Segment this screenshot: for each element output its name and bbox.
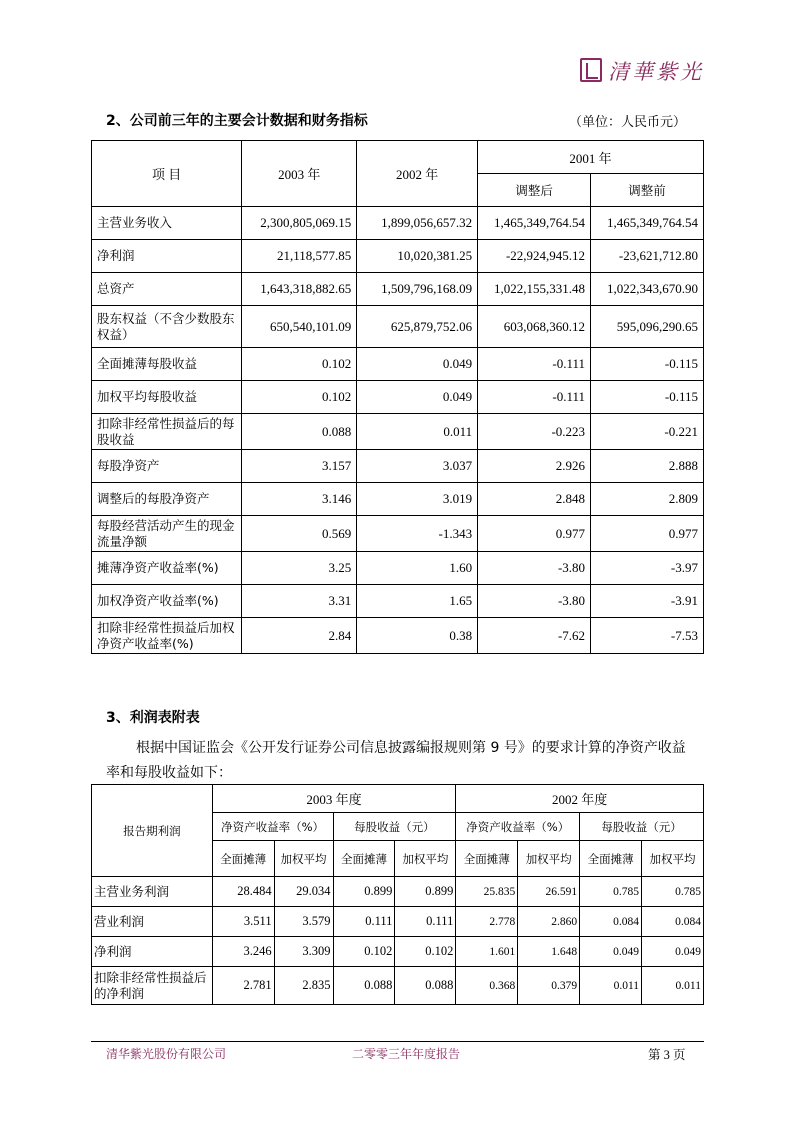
value-2003: 21,118,577.85 — [242, 240, 357, 273]
value-cell: 3.246 — [212, 937, 274, 967]
table-row — [92, 207, 704, 240]
logo-mark-icon — [580, 58, 602, 82]
row-label: 加权净资产收益率(%) — [92, 585, 242, 618]
value-2001-adjusted: 0.977 — [478, 516, 591, 552]
value-2002: 1.60 — [357, 552, 478, 585]
row-label: 净利润 — [92, 240, 242, 273]
logo-text: 清華紫光 — [608, 60, 704, 84]
row-label: 营业利润 — [92, 907, 213, 937]
header-2002-year: 2002 年度 — [456, 785, 704, 813]
header-2002: 2002 年 — [357, 141, 478, 207]
value-2003: 3.146 — [242, 483, 357, 516]
footer-page-number: 第 3 页 — [648, 1048, 686, 1062]
value-cell: 0.899 — [395, 877, 456, 907]
value-2001-original: 595,096,290.65 — [591, 306, 704, 348]
table-row — [92, 618, 704, 654]
value-cell: 0.102 — [333, 937, 395, 967]
value-cell: 0.011 — [580, 967, 642, 1005]
table-row — [92, 483, 704, 516]
value-2001-adjusted: -0.223 — [478, 414, 591, 450]
value-2001-adjusted: -0.111 — [478, 381, 591, 414]
value-cell: 0.368 — [456, 967, 518, 1005]
row-label: 每股净资产 — [92, 450, 242, 483]
value-cell: 0.785 — [580, 877, 642, 907]
value-2003: 0.569 — [242, 516, 357, 552]
table-row — [92, 450, 704, 483]
value-2001-original: -0.221 — [591, 414, 704, 450]
value-2001-original: 2.809 — [591, 483, 704, 516]
value-2003: 3.157 — [242, 450, 357, 483]
table-row — [92, 240, 704, 273]
value-cell: 0.102 — [395, 937, 456, 967]
row-label: 调整后的每股净资产 — [92, 483, 242, 516]
footer-divider — [91, 1041, 704, 1042]
value-cell: 3.511 — [212, 907, 274, 937]
value-cell: 0.084 — [580, 907, 642, 937]
value-2002: 0.049 — [357, 348, 478, 381]
value-2001-adjusted: -3.80 — [478, 585, 591, 618]
value-2002: 10,020,381.25 — [357, 240, 478, 273]
value-2003: 650,540,101.09 — [242, 306, 357, 348]
header-weighted: 加权平均 — [642, 841, 704, 877]
unit-note: （单位：人民币元） — [568, 115, 686, 130]
row-label: 扣除非经常性损益后加权净资产收益率(%) — [92, 618, 242, 654]
row-label: 摊薄净资产收益率(%) — [92, 552, 242, 585]
value-2001-adjusted: 2.926 — [478, 450, 591, 483]
footer-report: 二零零三年年度报告 — [352, 1047, 461, 1061]
header-weighted: 加权平均 — [518, 841, 580, 877]
table-row — [92, 348, 704, 381]
value-2001-original: 0.977 — [591, 516, 704, 552]
value-cell: 2.835 — [274, 967, 333, 1005]
row-label: 总资产 — [92, 273, 242, 306]
header-2001: 2001 年 — [478, 141, 704, 174]
value-cell: 2.781 — [212, 967, 274, 1005]
value-2003: 0.088 — [242, 414, 357, 450]
header-period-profit: 报告期利润 — [92, 785, 213, 877]
row-label: 净利润 — [92, 937, 213, 967]
value-cell: 3.309 — [274, 937, 333, 967]
header-weighted: 加权平均 — [395, 841, 456, 877]
header-roe-2003: 净资产收益率（%） — [212, 813, 333, 841]
header-weighted: 加权平均 — [274, 841, 333, 877]
value-2003: 2,300,805,069.15 — [242, 207, 357, 240]
header-2003-year: 2003 年度 — [212, 785, 456, 813]
value-2001-adjusted: -0.111 — [478, 348, 591, 381]
value-2003: 2.84 — [242, 618, 357, 654]
value-cell: 26.591 — [518, 877, 580, 907]
header-item: 项 目 — [92, 141, 242, 207]
value-2001-original: -3.97 — [591, 552, 704, 585]
value-cell: 2.778 — [456, 907, 518, 937]
value-cell: 0.011 — [642, 967, 704, 1005]
table-row — [92, 414, 704, 450]
value-cell: 29.034 — [274, 877, 333, 907]
value-2001-original: -7.53 — [591, 618, 704, 654]
table-row — [92, 907, 704, 937]
row-label: 加权平均每股收益 — [92, 381, 242, 414]
header-diluted: 全面摊薄 — [212, 841, 274, 877]
value-2003: 3.31 — [242, 585, 357, 618]
section3-heading: 3、利润表附表 — [106, 710, 200, 726]
value-2003: 0.102 — [242, 381, 357, 414]
value-2001-adjusted: -7.62 — [478, 618, 591, 654]
table-row — [92, 306, 704, 348]
value-2002: -1.343 — [357, 516, 478, 552]
key-financials-table — [91, 140, 704, 654]
value-2001-adjusted: 603,068,360.12 — [478, 306, 591, 348]
header-diluted: 全面摊薄 — [580, 841, 642, 877]
value-2002: 3.019 — [357, 483, 478, 516]
row-label: 每股经营活动产生的现金流量净额 — [92, 516, 242, 552]
table-row — [92, 877, 704, 907]
value-2002: 0.049 — [357, 381, 478, 414]
value-2002: 625,879,752.06 — [357, 306, 478, 348]
value-2001-original: -23,621,712.80 — [591, 240, 704, 273]
value-cell: 0.899 — [333, 877, 395, 907]
table-row — [92, 585, 704, 618]
header-2003: 2003 年 — [242, 141, 357, 207]
value-2001-original: -0.115 — [591, 348, 704, 381]
header-diluted: 全面摊薄 — [456, 841, 518, 877]
value-2001-original: 1,465,349,764.54 — [591, 207, 704, 240]
section3-intro: 根据中国证监会《公开发行证券公司信息披露编报规则第 9 号》的要求计算的净资产收益率和每股收益如下： — [106, 740, 686, 781]
value-2003: 1,643,318,882.65 — [242, 273, 357, 306]
value-2001-adjusted: -22,924,945.12 — [478, 240, 591, 273]
value-2002: 1,899,056,657.32 — [357, 207, 478, 240]
value-cell: 1.648 — [518, 937, 580, 967]
value-cell: 0.785 — [642, 877, 704, 907]
value-2001-adjusted: -3.80 — [478, 552, 591, 585]
value-2001-adjusted: 2.848 — [478, 483, 591, 516]
header-eps-2003: 每股收益（元） — [333, 813, 456, 841]
header-roe-2002: 净资产收益率（%） — [456, 813, 580, 841]
row-label: 扣除非经常性损益后的每股收益 — [92, 414, 242, 450]
value-2001-adjusted: 1,022,155,331.48 — [478, 273, 591, 306]
table-row — [92, 552, 704, 585]
value-2003: 0.102 — [242, 348, 357, 381]
value-cell: 0.049 — [580, 937, 642, 967]
value-2002: 1.65 — [357, 585, 478, 618]
table-row — [92, 381, 704, 414]
footer-company: 清华紫光股份有限公司 — [106, 1047, 227, 1061]
value-2002: 3.037 — [357, 450, 478, 483]
value-cell: 28.484 — [212, 877, 274, 907]
table-row — [92, 937, 704, 967]
value-cell: 0.088 — [395, 967, 456, 1005]
value-cell: 0.084 — [642, 907, 704, 937]
value-cell: 0.379 — [518, 967, 580, 1005]
value-2001-original: 2.888 — [591, 450, 704, 483]
row-label: 主营业务收入 — [92, 207, 242, 240]
company-logo — [580, 56, 704, 88]
value-2002: 1,509,796,168.09 — [357, 273, 478, 306]
value-cell: 0.088 — [333, 967, 395, 1005]
value-cell: 2.860 — [518, 907, 580, 937]
value-cell: 1.601 — [456, 937, 518, 967]
row-label: 股东权益（不含少数股东权益） — [92, 306, 242, 348]
header-diluted: 全面摊薄 — [333, 841, 395, 877]
header-adjusted-after: 调整后 — [478, 174, 591, 207]
value-2003: 3.25 — [242, 552, 357, 585]
value-cell: 25.835 — [456, 877, 518, 907]
value-cell: 0.111 — [395, 907, 456, 937]
value-cell: 3.579 — [274, 907, 333, 937]
value-2001-adjusted: 1,465,349,764.54 — [478, 207, 591, 240]
value-2001-original: -3.91 — [591, 585, 704, 618]
header-eps-2002: 每股收益（元） — [580, 813, 704, 841]
value-cell: 0.111 — [333, 907, 395, 937]
value-2002: 0.38 — [357, 618, 478, 654]
table-row — [92, 967, 704, 1005]
value-2001-original: 1,022,343,670.90 — [591, 273, 704, 306]
row-label: 主营业务利润 — [92, 877, 213, 907]
row-label: 全面摊薄每股收益 — [92, 348, 242, 381]
header-adjusted-before: 调整前 — [591, 174, 704, 207]
row-label: 扣除非经常性损益后的净利润 — [92, 967, 213, 1005]
table-row — [92, 273, 704, 306]
value-2001-original: -0.115 — [591, 381, 704, 414]
profit-supplement-table — [91, 784, 704, 1005]
table-row — [92, 516, 704, 552]
value-cell: 0.049 — [642, 937, 704, 967]
section2-heading: 2、公司前三年的主要会计数据和财务指标 — [106, 113, 368, 129]
value-2002: 0.011 — [357, 414, 478, 450]
